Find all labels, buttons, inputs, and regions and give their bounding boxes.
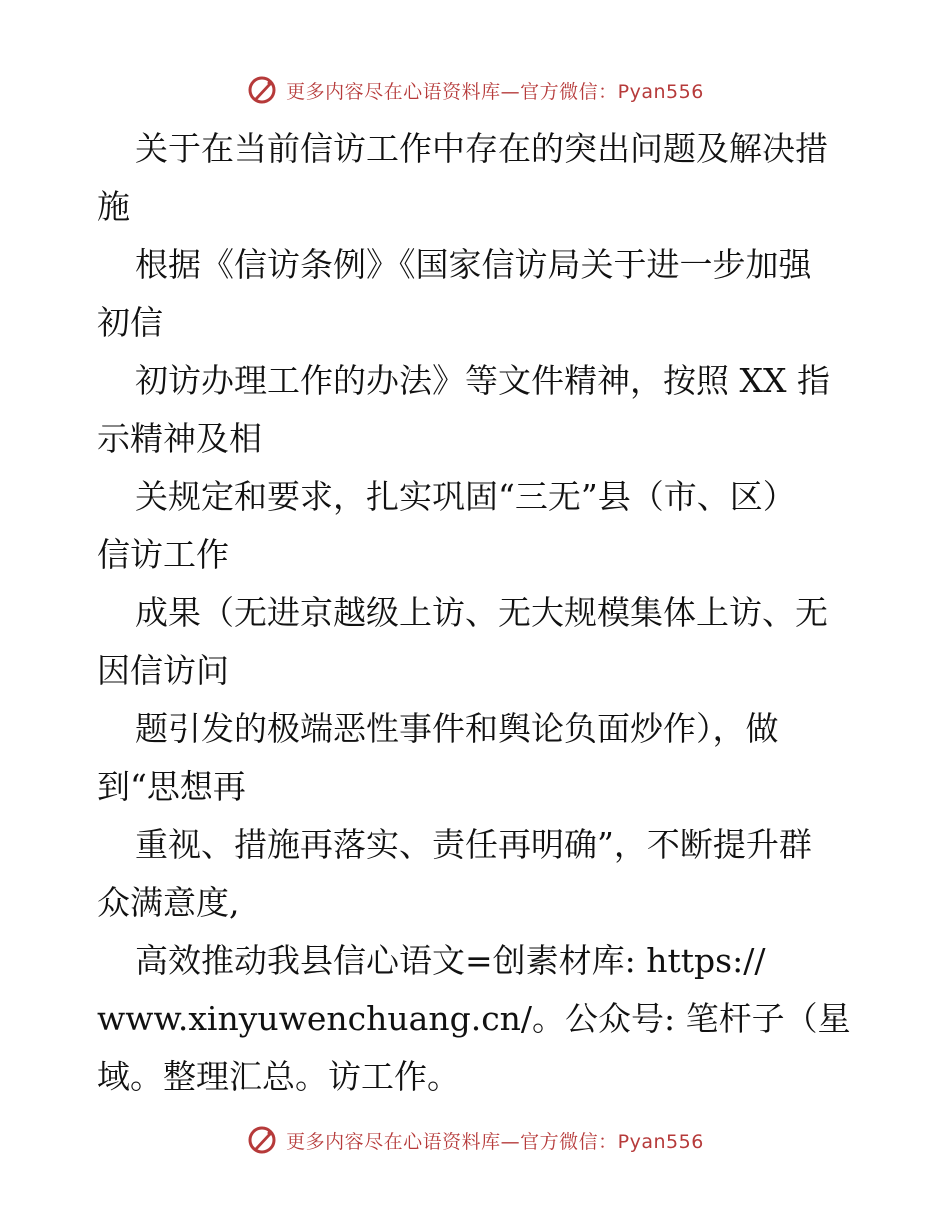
text-line: 到“思想再 (97, 767, 246, 806)
text-line: 示精神及相 (97, 419, 262, 458)
text-line: 众满意度, (97, 883, 240, 922)
text-line: 因信访问 (97, 651, 229, 690)
text-line: 关于在当前信访工作中存在的突出问题及解决措 (135, 129, 828, 168)
text-line: 域。整理汇总。访工作。 (97, 1057, 460, 1096)
watermark-text: 更多内容尽在心语资料库—官方微信：Pyan556 (286, 1130, 704, 1153)
watermark-text: 更多内容尽在心语资料库—官方微信：Pyan556 (286, 80, 704, 103)
text-line: 高效推动我县信心语文=创素材库: https:// (135, 941, 766, 980)
text-line: 初信 (97, 303, 163, 342)
text-line: 信访工作 (97, 535, 229, 574)
header-watermark (0, 70, 950, 110)
footer-watermark (0, 1120, 950, 1160)
text-line: 施 (97, 187, 130, 226)
text-line: 重视、措施再落实、责任再明确”，不断提升群 (135, 825, 812, 864)
text-line: 初访办理工作的办法》等文件精神，按照 XX 指 (135, 361, 830, 400)
quill-pen-circle-icon (246, 74, 278, 106)
text-line: 关规定和要求，扎实巩固“三无”县（市、区） (135, 477, 796, 516)
text-line: 成果（无进京越级上访、无大规模集体上访、无 (135, 593, 828, 632)
quill-pen-circle-icon (246, 1124, 278, 1156)
document-body (97, 120, 852, 1106)
text-line: www.xinyuwenchuang.cn/。公众号: 笔杆子（星 (97, 999, 851, 1038)
text-line: 根据《信访条例》《国家信访局关于进一步加强 (135, 245, 812, 284)
text-line: 题引发的极端恶性事件和舆论负面炒作），做 (135, 709, 779, 748)
